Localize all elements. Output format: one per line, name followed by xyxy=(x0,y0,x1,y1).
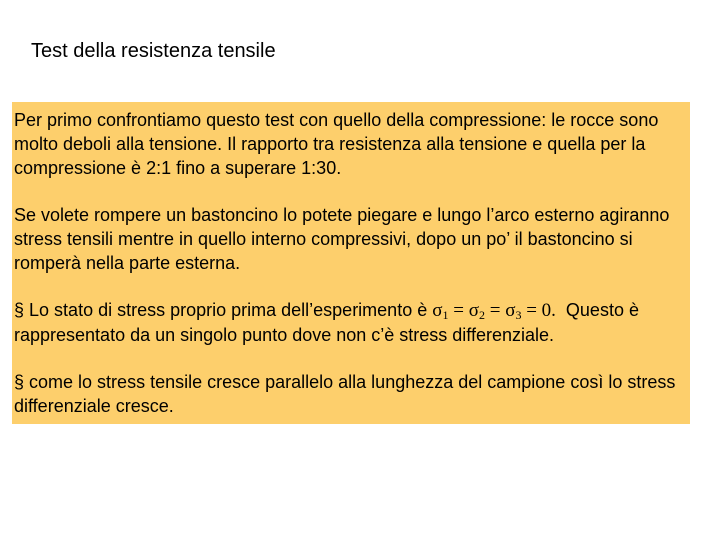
content-box xyxy=(12,102,690,424)
equals-sign: = xyxy=(521,300,542,321)
sigma-2-symbol: σ xyxy=(468,300,479,321)
sigma-3-symbol: σ xyxy=(505,300,516,321)
bullet-tensile-stress-growth xyxy=(14,370,690,418)
sigma-2-subscript: 2 xyxy=(478,308,485,322)
stress-formula xyxy=(432,300,556,321)
bullet-marker: § xyxy=(14,372,25,392)
paragraph-stick-example: Se volete rompere un bastoncino lo potete piegare e lungo l’arco esterno agiranno stress tensili mentre in quello interno compressivi, dopo un po’ il bastoncino si romperà nella parte esterna. xyxy=(14,205,670,273)
bullet-text-before-formula: Lo stato di stress proprio prima dell’esperimento è xyxy=(29,300,428,320)
bullet-marker: § xyxy=(14,300,25,320)
bullet-text: come lo stress tensile cresce parallelo alla lunghezza del campione così lo stress differenziale cresce. xyxy=(14,372,676,416)
bullet-text-after-formula: Questo è rappresentato da un singolo punto dove non c’è stress differenziale. xyxy=(14,300,639,345)
equals-sign: = xyxy=(484,300,506,321)
paragraph-tension-comparison: Per primo confrontiamo questo test con quello della compressione: le rocce sono molto deboli alla tensione. Il rapporto tra resistenza alla tensione e quella per la compressione è 2:1 fino a superare 1:30. xyxy=(14,110,659,178)
sigma-1-subscript: 1 xyxy=(442,308,449,322)
slide-title: Test della resistenza tensile xyxy=(31,40,276,62)
sigma-1-symbol: σ xyxy=(432,300,443,321)
sigma-3-subscript: 3 xyxy=(515,308,522,322)
equals-sign: = xyxy=(448,300,469,321)
formula-value: 0. xyxy=(541,300,556,321)
bullet-initial-stress-state xyxy=(14,298,690,347)
